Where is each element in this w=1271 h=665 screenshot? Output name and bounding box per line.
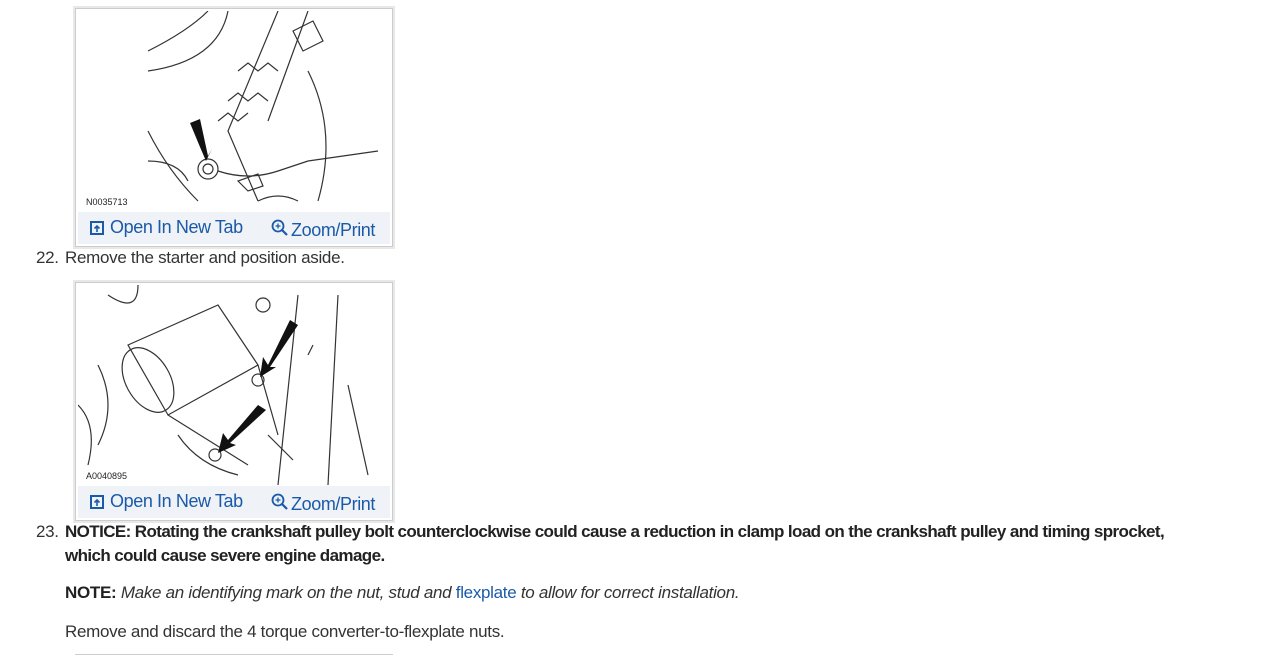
figure-toolbar — [78, 212, 390, 244]
step-number: 23. — [36, 522, 59, 541]
notice-text: NOTICE: Rotating the crankshaft pulley bolt counterclockwise could cause a reduction in clamp load on the crankshaft pulley and timing sprocket, — [65, 522, 1165, 541]
figure-toolbar — [78, 486, 390, 518]
zoom-in-icon — [271, 219, 289, 237]
step-text: Remove the starter and position aside. — [65, 248, 345, 267]
open-new-tab-icon — [90, 495, 104, 509]
zoom-in-icon — [271, 493, 289, 511]
flexplate-link[interactable]: flexplate — [455, 583, 517, 602]
figure-1 — [75, 8, 393, 247]
note-text-end: to allow for correct installation. — [520, 583, 740, 602]
open-in-new-tab-button[interactable] — [90, 217, 243, 238]
note-label: NOTE: — [65, 583, 117, 602]
notice-text-continued: which could cause severe engine damage. — [65, 546, 385, 565]
illustration-starter-bolts — [78, 285, 390, 485]
open-in-new-tab-label: Open In New Tab — [110, 491, 243, 511]
open-in-new-tab-label: Open In New Tab — [110, 217, 243, 237]
zoom-print-label: Zoom/Print — [291, 220, 376, 240]
open-new-tab-icon — [90, 221, 104, 235]
zoom-print-button[interactable] — [271, 488, 375, 515]
zoom-print-button[interactable] — [271, 214, 375, 241]
step-number: 22. — [36, 248, 59, 267]
figure-code: A0040895 — [86, 471, 128, 481]
step-text: Remove and discard the 4 torque converter-to-flexplate nuts. — [65, 622, 505, 641]
figure-code: N0035713 — [86, 197, 128, 207]
open-in-new-tab-button[interactable] — [90, 491, 243, 512]
figure-2 — [75, 282, 393, 521]
note-text: Make an identifying mark on the nut, stud and — [120, 583, 452, 602]
note-line — [65, 583, 739, 603]
illustration-starter-connector — [78, 11, 390, 211]
zoom-print-label: Zoom/Print — [291, 494, 376, 514]
